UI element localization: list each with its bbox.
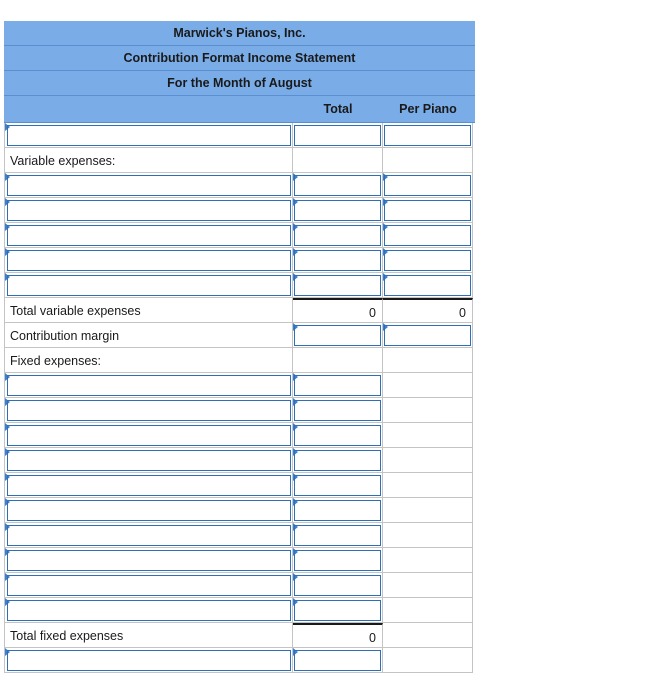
fixed-expense-label-input[interactable] [4, 548, 293, 573]
net-operating-income-row [4, 648, 475, 673]
statement-title: Contribution Format Income Statement [4, 46, 475, 71]
fixed-expense-total-input[interactable] [293, 448, 383, 473]
fixed-expenses-label: Fixed expenses: [10, 354, 102, 368]
total-variable-expenses-total: 0 [369, 306, 376, 320]
variable-expenses-heading-row [4, 148, 475, 173]
statement-period: For the Month of August [4, 71, 475, 96]
variable-expense-per-piano-input[interactable] [383, 198, 473, 223]
fixed-expense-total-input[interactable] [293, 423, 383, 448]
fixed-expense-row [4, 473, 475, 498]
variable-expense-row [4, 273, 475, 298]
fixed-expense-label-input[interactable] [4, 473, 293, 498]
fixed-expense-label-input[interactable] [4, 523, 293, 548]
variable-expense-label-input[interactable] [4, 248, 293, 273]
variable-expense-label-input[interactable] [4, 223, 293, 248]
fixed-expense-row [4, 573, 475, 598]
variable-expense-total-input[interactable] [293, 198, 383, 223]
variable-expense-per-piano-input[interactable] [383, 248, 473, 273]
column-header-total: Total [323, 102, 353, 116]
fixed-expense-total-input[interactable] [293, 598, 383, 623]
fixed-expense-total-input[interactable] [293, 398, 383, 423]
variable-expense-total-input[interactable] [293, 223, 383, 248]
variable-expense-total-input[interactable] [293, 173, 383, 198]
total-fixed-expenses-total: 0 [369, 631, 376, 645]
income-statement-table [4, 21, 475, 673]
contribution-margin-per-piano-input[interactable] [383, 323, 473, 348]
fixed-expense-row [4, 398, 475, 423]
fixed-expenses-heading-row [4, 348, 475, 373]
variable-expense-row [4, 198, 475, 223]
variable-expense-label-input[interactable] [4, 173, 293, 198]
variable-expense-row [4, 248, 475, 273]
fixed-expense-row [4, 498, 475, 523]
sales-row [4, 123, 475, 148]
sales-total-input[interactable] [293, 123, 383, 148]
fixed-expense-total-input[interactable] [293, 548, 383, 573]
variable-expense-label-input[interactable] [4, 273, 293, 298]
total-variable-expenses-label: Total variable expenses [10, 304, 141, 318]
net-operating-income-label-input[interactable] [4, 648, 293, 673]
total-variable-expenses-per-piano: 0 [459, 306, 466, 320]
fixed-expense-total-input[interactable] [293, 573, 383, 598]
sales-label-input[interactable] [4, 123, 293, 148]
fixed-expense-row [4, 448, 475, 473]
variable-expense-total-input[interactable] [293, 248, 383, 273]
fixed-expense-total-input[interactable] [293, 523, 383, 548]
fixed-expense-total-input[interactable] [293, 498, 383, 523]
total-fixed-expenses-label: Total fixed expenses [10, 629, 124, 643]
fixed-expense-row [4, 523, 475, 548]
fixed-expense-row [4, 373, 475, 398]
variable-expense-row [4, 223, 475, 248]
fixed-expense-label-input[interactable] [4, 573, 293, 598]
variable-expense-label-input[interactable] [4, 198, 293, 223]
column-header-per-piano: Per Piano [399, 102, 457, 116]
contribution-margin-total-input[interactable] [293, 323, 383, 348]
contribution-margin-row [4, 323, 475, 348]
fixed-expense-row [4, 598, 475, 623]
fixed-expense-label-input[interactable] [4, 598, 293, 623]
fixed-expense-label-input[interactable] [4, 498, 293, 523]
fixed-expense-label-input[interactable] [4, 373, 293, 398]
variable-expense-per-piano-input[interactable] [383, 173, 473, 198]
fixed-expense-total-input[interactable] [293, 473, 383, 498]
fixed-expense-row [4, 548, 475, 573]
net-operating-income-total-input[interactable] [293, 648, 383, 673]
variable-expense-row [4, 173, 475, 198]
fixed-expense-total-input[interactable] [293, 373, 383, 398]
variable-expenses-label: Variable expenses: [10, 154, 116, 168]
fixed-expense-label-input[interactable] [4, 398, 293, 423]
total-variable-expenses-row [4, 298, 475, 323]
variable-expense-total-input[interactable] [293, 273, 383, 298]
column-header-row [4, 96, 475, 123]
fixed-expense-row [4, 423, 475, 448]
sales-per-piano-input[interactable] [383, 123, 473, 148]
contribution-margin-label: Contribution margin [10, 329, 120, 343]
fixed-expense-label-input[interactable] [4, 448, 293, 473]
variable-expense-per-piano-input[interactable] [383, 223, 473, 248]
variable-expense-per-piano-input[interactable] [383, 273, 473, 298]
total-fixed-expenses-row [4, 623, 475, 648]
fixed-expense-label-input[interactable] [4, 423, 293, 448]
company-name: Marwick's Pianos, Inc. [4, 21, 475, 46]
